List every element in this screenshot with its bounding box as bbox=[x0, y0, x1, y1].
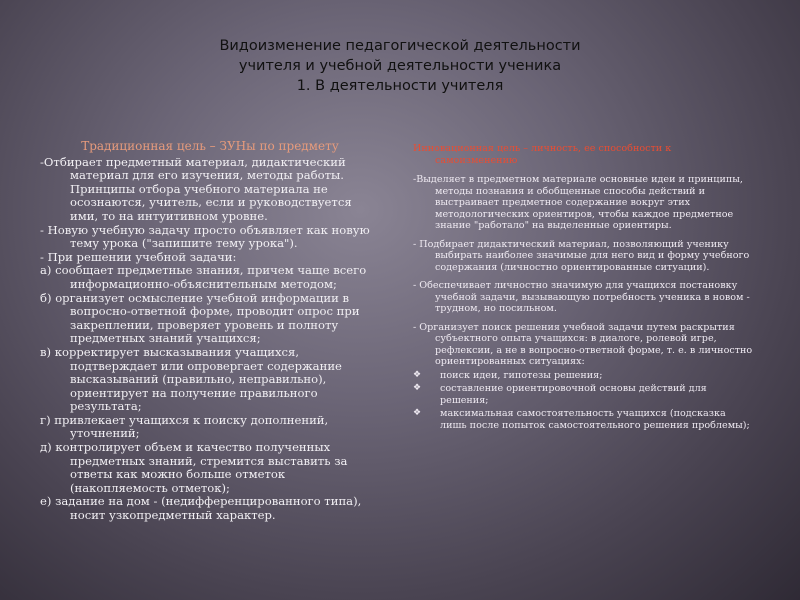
diamond-bullet-icon: ❖ bbox=[413, 408, 422, 418]
innovative-heading: Инновационная цель – личность, ее способности к самоизменению bbox=[413, 143, 672, 166]
list-item bbox=[413, 383, 753, 406]
traditional-heading: Традиционная цель – ЗУНы по предмету bbox=[81, 139, 339, 153]
diamond-bullet-icon: ❖ bbox=[413, 369, 422, 380]
innovative-column bbox=[413, 143, 753, 433]
list-item bbox=[413, 408, 753, 431]
left-paragraph: е) задание на дом - (недифференцированного типа), носит узкопредметный характер. bbox=[40, 494, 362, 523]
left-paragraph: д) контролирует объем и качество полученных предметных знаний, стремится выставить за ответы как можно больше отметок (накопляемость отметок); bbox=[40, 440, 348, 495]
title-line-3: 1. В деятельности учителя bbox=[296, 78, 504, 94]
traditional-column bbox=[40, 140, 380, 600]
title-line-2: учителя и учебной деятельности ученика bbox=[238, 58, 562, 74]
left-paragraph: б) организует осмысление учебной информации в вопросно-ответной форме, проводит опрос при закреплении, проверяет уровень и полноту предметных знаний учащихся; bbox=[40, 290, 360, 346]
bullet-text: поиск идеи, гипотезы решения; bbox=[440, 369, 603, 381]
bullet-text: составление ориентировочной основы действий для решения; bbox=[440, 383, 707, 406]
left-paragraph: - При решении учебной задачи: bbox=[40, 249, 237, 264]
right-paragraph: - Организует поиск решения учебной задачи путем раскрытия субъектного опыта учащихся: в диалоге, ролевой игре, рефлексии, а не в вопросно-ответной форме, т. е. в личностно ориентированных ситуациях: bbox=[413, 321, 753, 367]
title-line-1: Видоизменение педагогической деятельности bbox=[219, 38, 581, 54]
diamond-bullet-icon: ❖ bbox=[413, 383, 422, 393]
left-paragraph: в) корректирует высказывания учащихся, подтверждает или опровергает содержание высказываний (правильно, неправильно), ориентирует на получение правильного результата; bbox=[40, 344, 342, 414]
right-paragraph: - Подбирает дидактический материал, позволяющий ученику выбирать наиболее значимые для него вид и форму учебного содержания (личностно ориентированные ситуации). bbox=[413, 238, 750, 273]
right-paragraph: - Обеспечивает личностно значимую для учащихся постановку учебной задачи, вызывающую потребность ученика в новом - трудном, но посильном. bbox=[413, 280, 750, 314]
left-paragraph: - Новую учебную задачу просто объявляет как новую тему урока ("запишите тему урока"). bbox=[40, 222, 370, 251]
bullet-text: максимальная самостоятельность учащихся (подсказка лишь после попыток самостоятельного решения проблемы); bbox=[440, 408, 750, 431]
left-paragraph: а) сообщает предметные знания, причем чаще всего информационно-объяснительным методом; bbox=[40, 263, 367, 291]
left-paragraph: -Отбирает предметный материал, дидактический материал для его изучения, методы работы. Принципы отбора учебного материала не осознаются, учитель, если и руководствуется ими, то на интуитивном уровне. bbox=[40, 154, 352, 223]
right-paragraph: -Выделяет в предметном материале основные идеи и принципы, методы познания и обобщенные способы действий и выстраивает предметное содержание вокруг этих методологических ориентиров, чтобы каждое предметное знание "работало" на выделенные ориентиры. bbox=[413, 174, 743, 231]
left-paragraph: г) привлекает учащихся к поиску дополнений, уточнений; bbox=[40, 412, 329, 441]
slide-title bbox=[40, 36, 760, 96]
list-item bbox=[413, 370, 753, 382]
